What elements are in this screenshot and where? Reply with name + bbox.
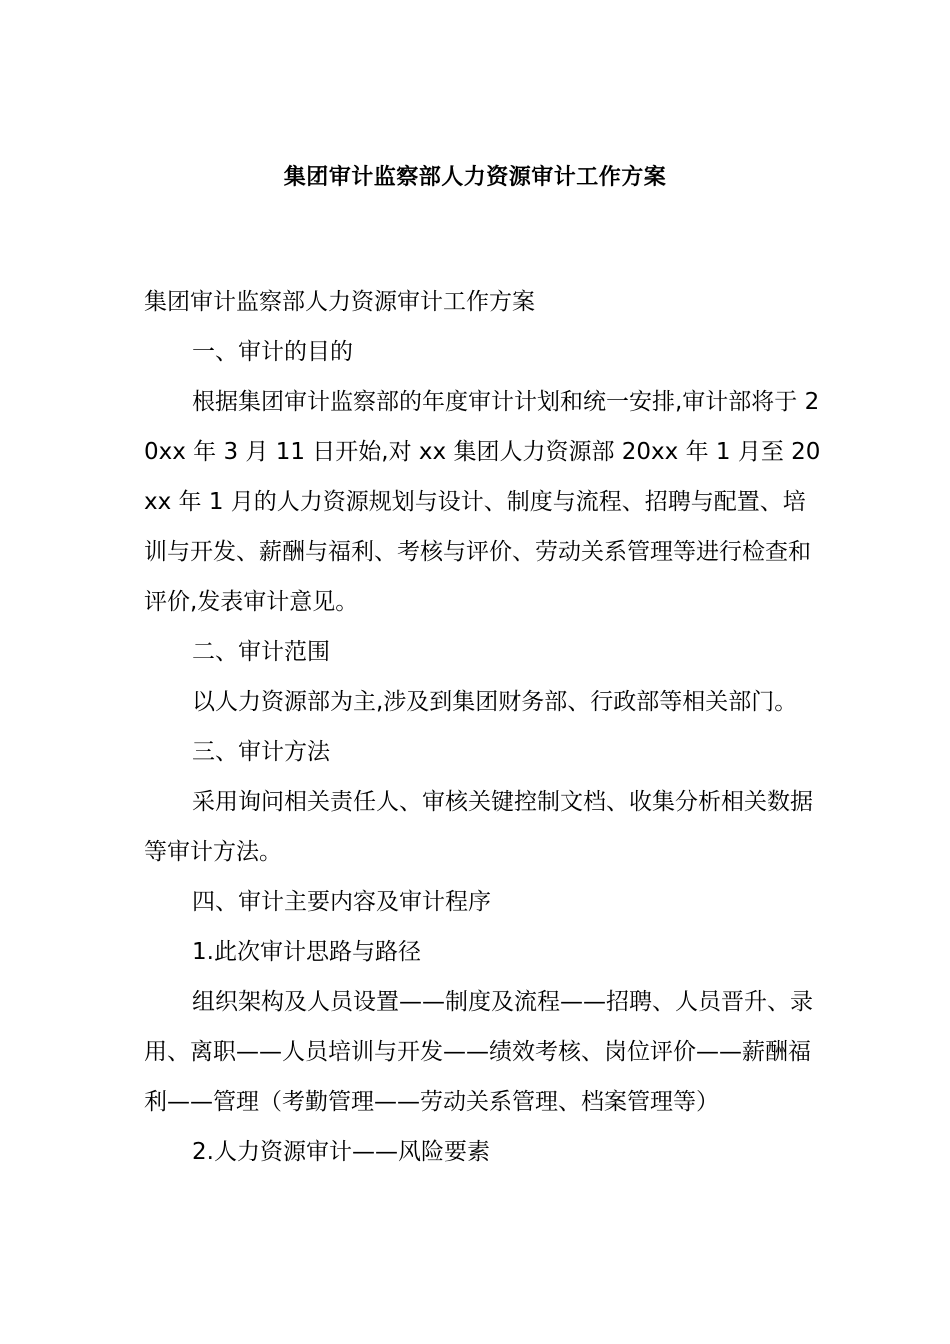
paragraph-approach: 组织架构及人员设置——制度及流程——招聘、人员晋升、录用、离职——人员培训与开发——绩效考核、岗位评价——薪酬福利——管理（考勤管理——劳动关系管理、档案管理等） <box>144 989 813 1115</box>
body-heading: 集团审计监察部人力资源审计工作方案 <box>144 289 535 315</box>
paragraph-purpose: 根据集团审计监察部的年度审计计划和统一安排,审计部将于 20xx 年 3 月 11 日开始,对 xx 集团人力资源部 20xx 年 1 月至 20xx 年 1 月的人力资源规划与设计、制度与流程、招聘与配置、培训与开发、薪酬与福利、考核与评价、劳动关系管理等进行检查和评价,发表审计意见。 <box>144 389 821 615</box>
document-title: 集团审计监察部人力资源审计工作方案 <box>283 165 667 190</box>
subsection-heading-risk: 2.人力资源审计——风险要素 <box>192 1139 490 1165</box>
section-heading-content: 四、审计主要内容及审计程序 <box>192 889 491 915</box>
document-body <box>144 277 824 1177</box>
paragraph-method: 采用询问相关责任人、审核关键控制文档、收集分析相关数据等审计方法。 <box>144 789 813 865</box>
paragraph-scope: 以人力资源部为主,涉及到集团财务部、行政部等相关部门。 <box>192 689 798 715</box>
section-heading-scope: 二、审计范围 <box>192 639 330 665</box>
section-heading-method: 三、审计方法 <box>192 739 330 765</box>
subsection-heading-approach: 1.此次审计思路与路径 <box>192 939 421 965</box>
section-heading-purpose: 一、审计的目的 <box>192 339 353 365</box>
